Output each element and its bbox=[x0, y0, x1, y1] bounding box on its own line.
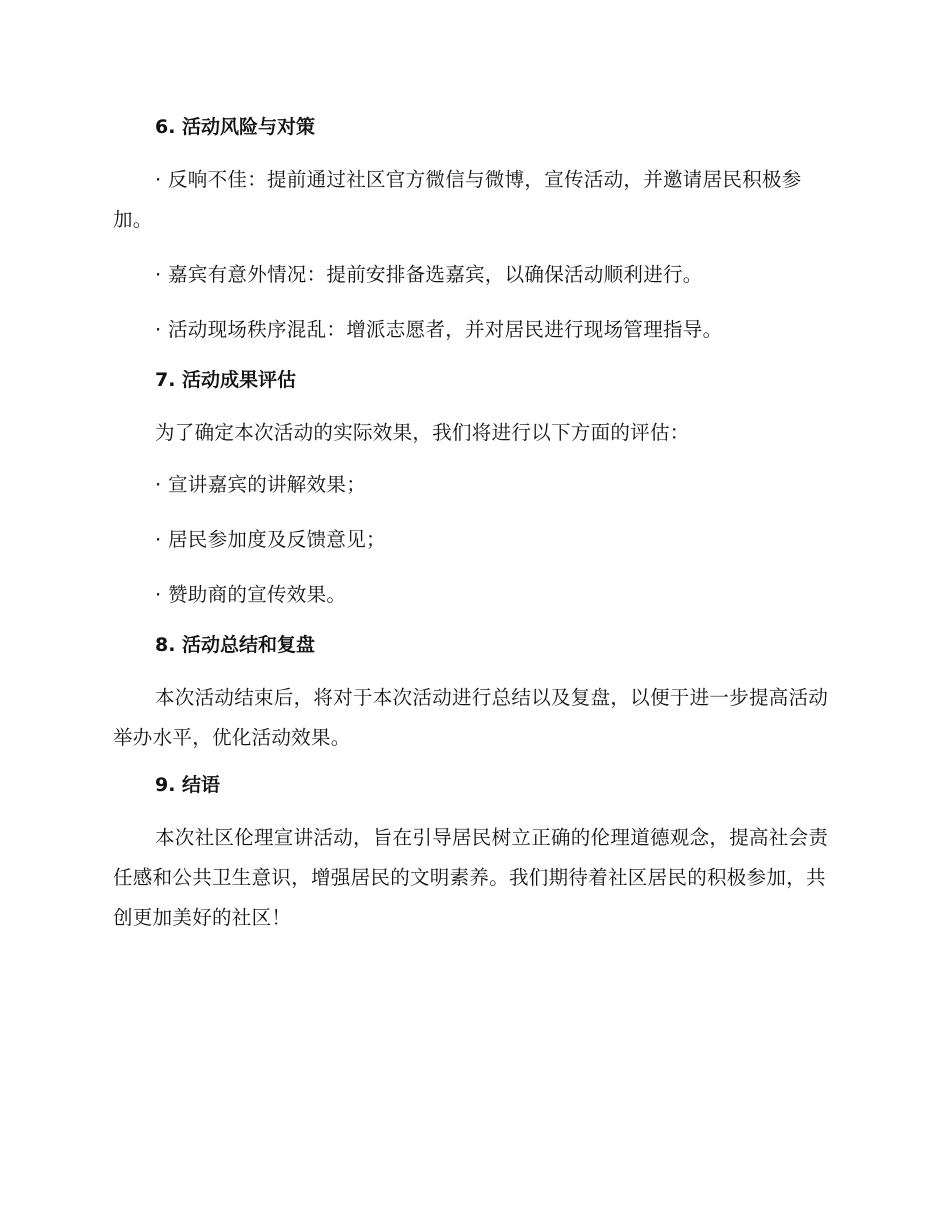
risk-item-low-response: · 反响不佳：提前通过社区官方微信与微博，宣传活动，并邀请居民积极参加。 bbox=[113, 168, 802, 231]
section-8-heading: 8. 活动总结和复盘 bbox=[155, 634, 316, 656]
section-9-heading: 9. 结语 bbox=[155, 774, 221, 796]
section-7-heading: 7. 活动成果评估 bbox=[155, 369, 297, 391]
evaluation-item-speaker: · 宣讲嘉宾的讲解效果； bbox=[155, 473, 366, 496]
conclusion-paragraph: 本次社区伦理宣讲活动，旨在引导居民树立正确的伦理道德观念，提高社会责任感和公共卫生意识，增强居民的文明素养。我们期待着社区居民的积极参加，共创更加美好的社区！ bbox=[113, 826, 829, 929]
document-page bbox=[113, 112, 829, 950]
evaluation-item-resident: · 居民参加度及反馈意见； bbox=[155, 528, 386, 551]
evaluation-item-sponsor: · 赞助商的宣传效果。 bbox=[155, 583, 347, 606]
summary-paragraph: 本次活动结束后，将对于本次活动进行总结以及复盘，以便于进一步提高活动举办水平，优化活动效果。 bbox=[113, 686, 829, 749]
section-6-heading: 6. 活动风险与对策 bbox=[155, 116, 316, 138]
risk-item-guest-emergency: · 嘉宾有意外情况：提前安排备选嘉宾，以确保活动顺利进行。 bbox=[155, 263, 703, 286]
risk-item-site-disorder: · 活动现场秩序混乱：增派志愿者，并对居民进行现场管理指导。 bbox=[155, 318, 723, 341]
evaluation-intro: 为了确定本次活动的实际效果，我们将进行以下方面的评估： bbox=[155, 421, 690, 444]
